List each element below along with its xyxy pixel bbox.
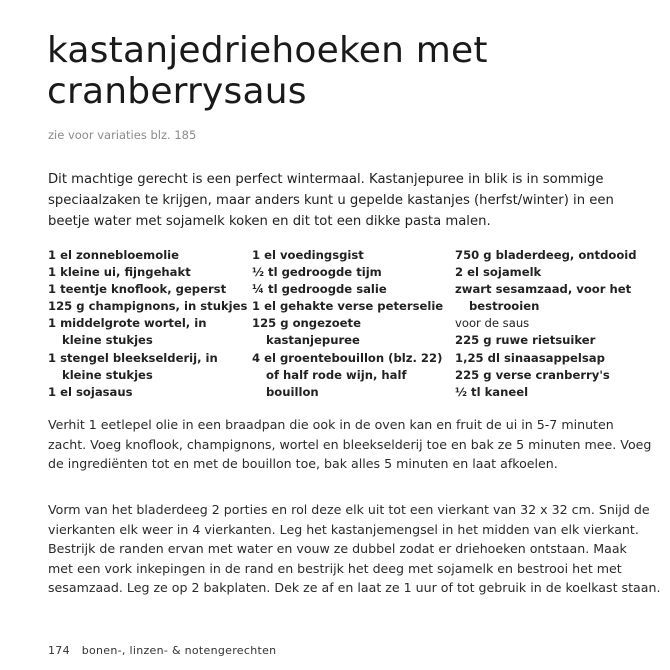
ingredient-item: 1 el zonnebloemolie [48, 248, 180, 262]
method-line: vierkanten elk weer in 4 vierkanten. Leg het kastanjemengsel in het midden van elk vierkant. [48, 521, 639, 537]
ingredients-column-1 [48, 247, 247, 401]
ingredient-item-continued: bouillon [266, 384, 319, 399]
ingredient-item: 1 el gehakte verse peterselie [252, 299, 444, 314]
ingredient-item-continued: kleine stukjes [62, 333, 153, 348]
method-line: de ingrediënten tot en met de bouillon toe, bak alles 5 minuten en laat afkoelen. [48, 456, 558, 471]
ingredient-item: 1,25 dl sinaasappelsap [455, 350, 605, 365]
ingredient-item: ½ tl kaneel [455, 384, 529, 399]
ingredient-item: zwart sesamzaad, voor het [455, 282, 632, 297]
ingredients-column-3 [455, 247, 637, 401]
ingredient-item: 2 el sojamelk [455, 265, 542, 280]
page-number: 174 [48, 644, 70, 657]
ingredient-item: 225 g ruwe rietsuiker [455, 333, 596, 348]
title-line: kastanjedriehoeken met [47, 30, 488, 71]
ingredient-item-continued: bestrooien [469, 299, 540, 314]
ingredient-item-continued: of half rode wijn, half [266, 367, 407, 382]
intro-paragraph [48, 169, 618, 232]
intro-line: speciaalzaken te krijgen, maar anders kunt u gepelde kastanjes (herfst/winter) in een [48, 193, 614, 208]
recipe-title [47, 30, 488, 112]
ingredient-item: 1 teentje knoflook, geperst [48, 282, 227, 297]
ingredients-column-2 [252, 247, 443, 401]
method-line: Vorm van het bladerdeeg 2 porties en rol deze elk uit tot een vierkant van 32 x 32 cm. Snijd de [48, 502, 650, 517]
ingredient-item-continued: kastanjepuree [266, 333, 360, 348]
ingredient-item: 125 g ongezoete [252, 316, 361, 331]
page-footer [48, 644, 276, 657]
sauce-subheading: voor de saus [455, 316, 530, 331]
method-paragraph-1 [48, 415, 652, 474]
variations-note: zie voor variaties blz. 185 [48, 128, 197, 142]
method-paragraph-2 [48, 500, 661, 598]
ingredient-item: 1 el voedingsgist [252, 248, 364, 262]
ingredient-item: 1 stengel bleekselderij, in [48, 350, 218, 365]
method-line: met een vork inkepingen in de rand en bestrijk het deeg met sojamelk en bestrooi het met [48, 560, 622, 576]
method-line: Bestrijk de randen ervan met water en vouw ze dubbel zodat er driehoeken ontstaan. Maak [48, 541, 627, 556]
ingredient-item: ½ tl gedroogde tijm [252, 265, 382, 280]
ingredient-item: 125 g champignons, in stukjes [48, 299, 248, 314]
method-line: zacht. Voeg knoflook, champignons, wortel en bleekselderij toe en bak ze 5 minuten mee. Voeg [48, 436, 652, 452]
method-line: Verhit 1 eetlepel olie in een braadpan die ook in de oven kan en fruit de ui in 5-7 minuten [48, 417, 614, 432]
ingredient-item: ¼ tl gedroogde salie [252, 282, 387, 297]
section-name: bonen-, linzen- & notengerechten [81, 644, 277, 657]
ingredient-item: 1 kleine ui, fijngehakt [48, 265, 191, 280]
method-line: sesamzaad. Leg ze op 2 bakplaten. Dek ze af en laat ze 1 uur of tot gebruik in de koelkast staan. [48, 580, 661, 595]
intro-line: beetje water met sojamelk koken en dit tot een dikke pasta malen. [48, 214, 491, 229]
ingredient-item-continued: kleine stukjes [62, 367, 153, 382]
intro-line: Dit machtige gerecht is een perfect wintermaal. Kastanjepuree in blik is in sommige [48, 172, 604, 187]
ingredient-item: 4 el groentebouillon (blz. 22) [252, 350, 443, 365]
ingredient-item: 1 el sojasaus [48, 384, 133, 399]
title-line: cranberrysaus [47, 71, 307, 112]
ingredient-item: 750 g bladerdeeg, ontdooid [455, 248, 637, 262]
ingredient-item: 1 middelgrote wortel, in [48, 316, 207, 331]
ingredient-item: 225 g verse cranberry's [455, 367, 610, 382]
